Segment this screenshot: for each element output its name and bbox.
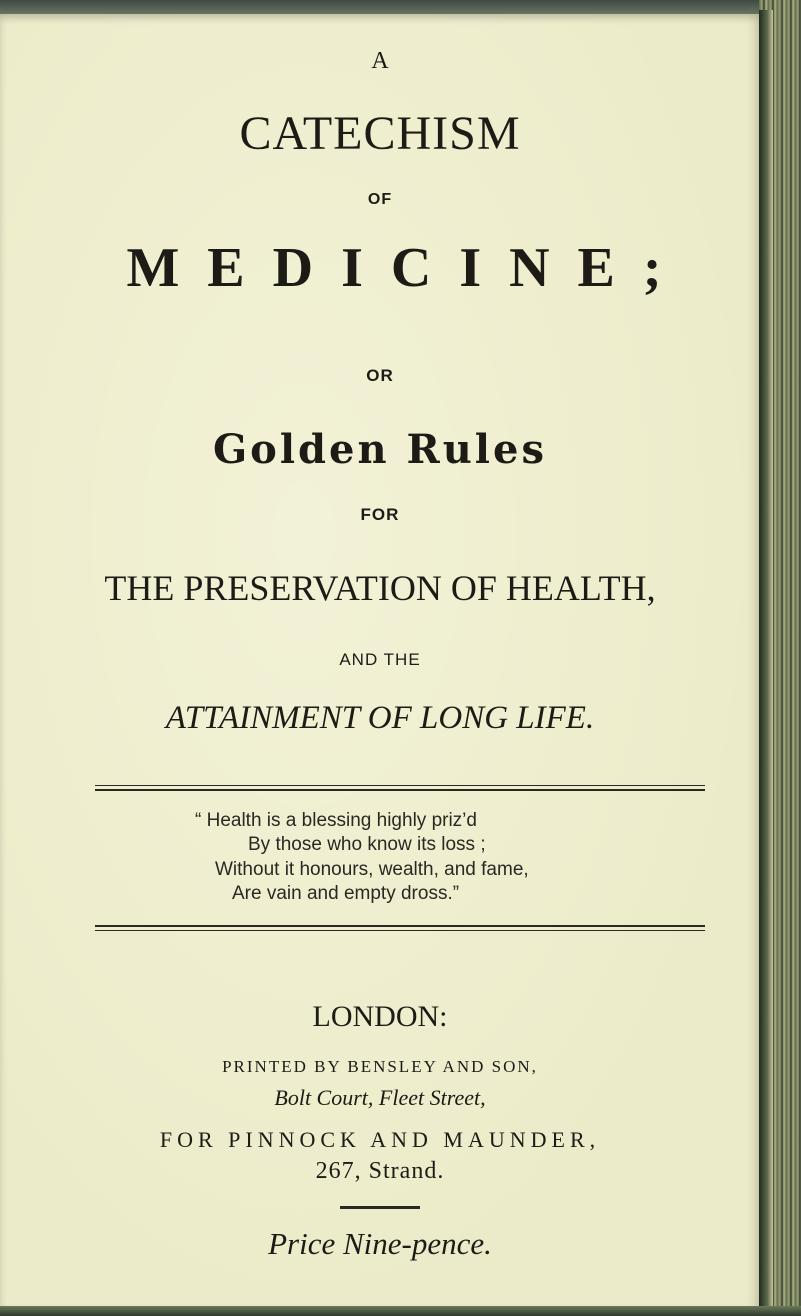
- epigraph-line: Without it honours, wealth, and fame,: [215, 859, 529, 880]
- imprint-city: LONDON:: [312, 1000, 448, 1033]
- epigraph-line: By those who know its loss ;: [248, 834, 486, 855]
- divider-top-thick: [95, 789, 705, 791]
- price-line: Price Nine-pence.: [268, 1226, 492, 1261]
- page-bottom-edge: [0, 1306, 801, 1316]
- divider-bottom-thin: [95, 930, 705, 931]
- attainment-line: ATTAINMENT OF LONG LIFE.: [165, 700, 595, 736]
- printer-address: Bolt Court, Fleet Street,: [274, 1085, 486, 1110]
- price-divider: [340, 1206, 420, 1209]
- title-article: A: [371, 48, 389, 74]
- preservation-line: THE PRESERVATION OF HEALTH,: [104, 568, 656, 608]
- title-or: OR: [366, 366, 394, 385]
- main-title: CATECHISM: [239, 107, 521, 160]
- divider-bottom-thick: [95, 925, 705, 927]
- publisher-address: 267, Strand.: [315, 1158, 445, 1184]
- subject-title: MEDICINE;: [126, 237, 690, 299]
- subtitle-golden-rules: Golden Rules: [213, 426, 547, 473]
- title-of: OF: [367, 191, 393, 208]
- epigraph-line: Are vain and empty dross.”: [232, 883, 460, 904]
- title-for: FOR: [360, 505, 400, 524]
- publisher-line: FOR PINNOCK AND MAUNDER,: [159, 1127, 601, 1152]
- printer-line: PRINTED BY BENSLEY AND SON,: [222, 1057, 538, 1076]
- epigraph-line: “ Health is a blessing highly priz’d: [195, 810, 477, 831]
- title-page: [0, 14, 760, 1312]
- book-gutter-shadow: [759, 10, 773, 1310]
- and-the-line: AND THE: [339, 650, 421, 669]
- divider-top-thin: [95, 785, 705, 786]
